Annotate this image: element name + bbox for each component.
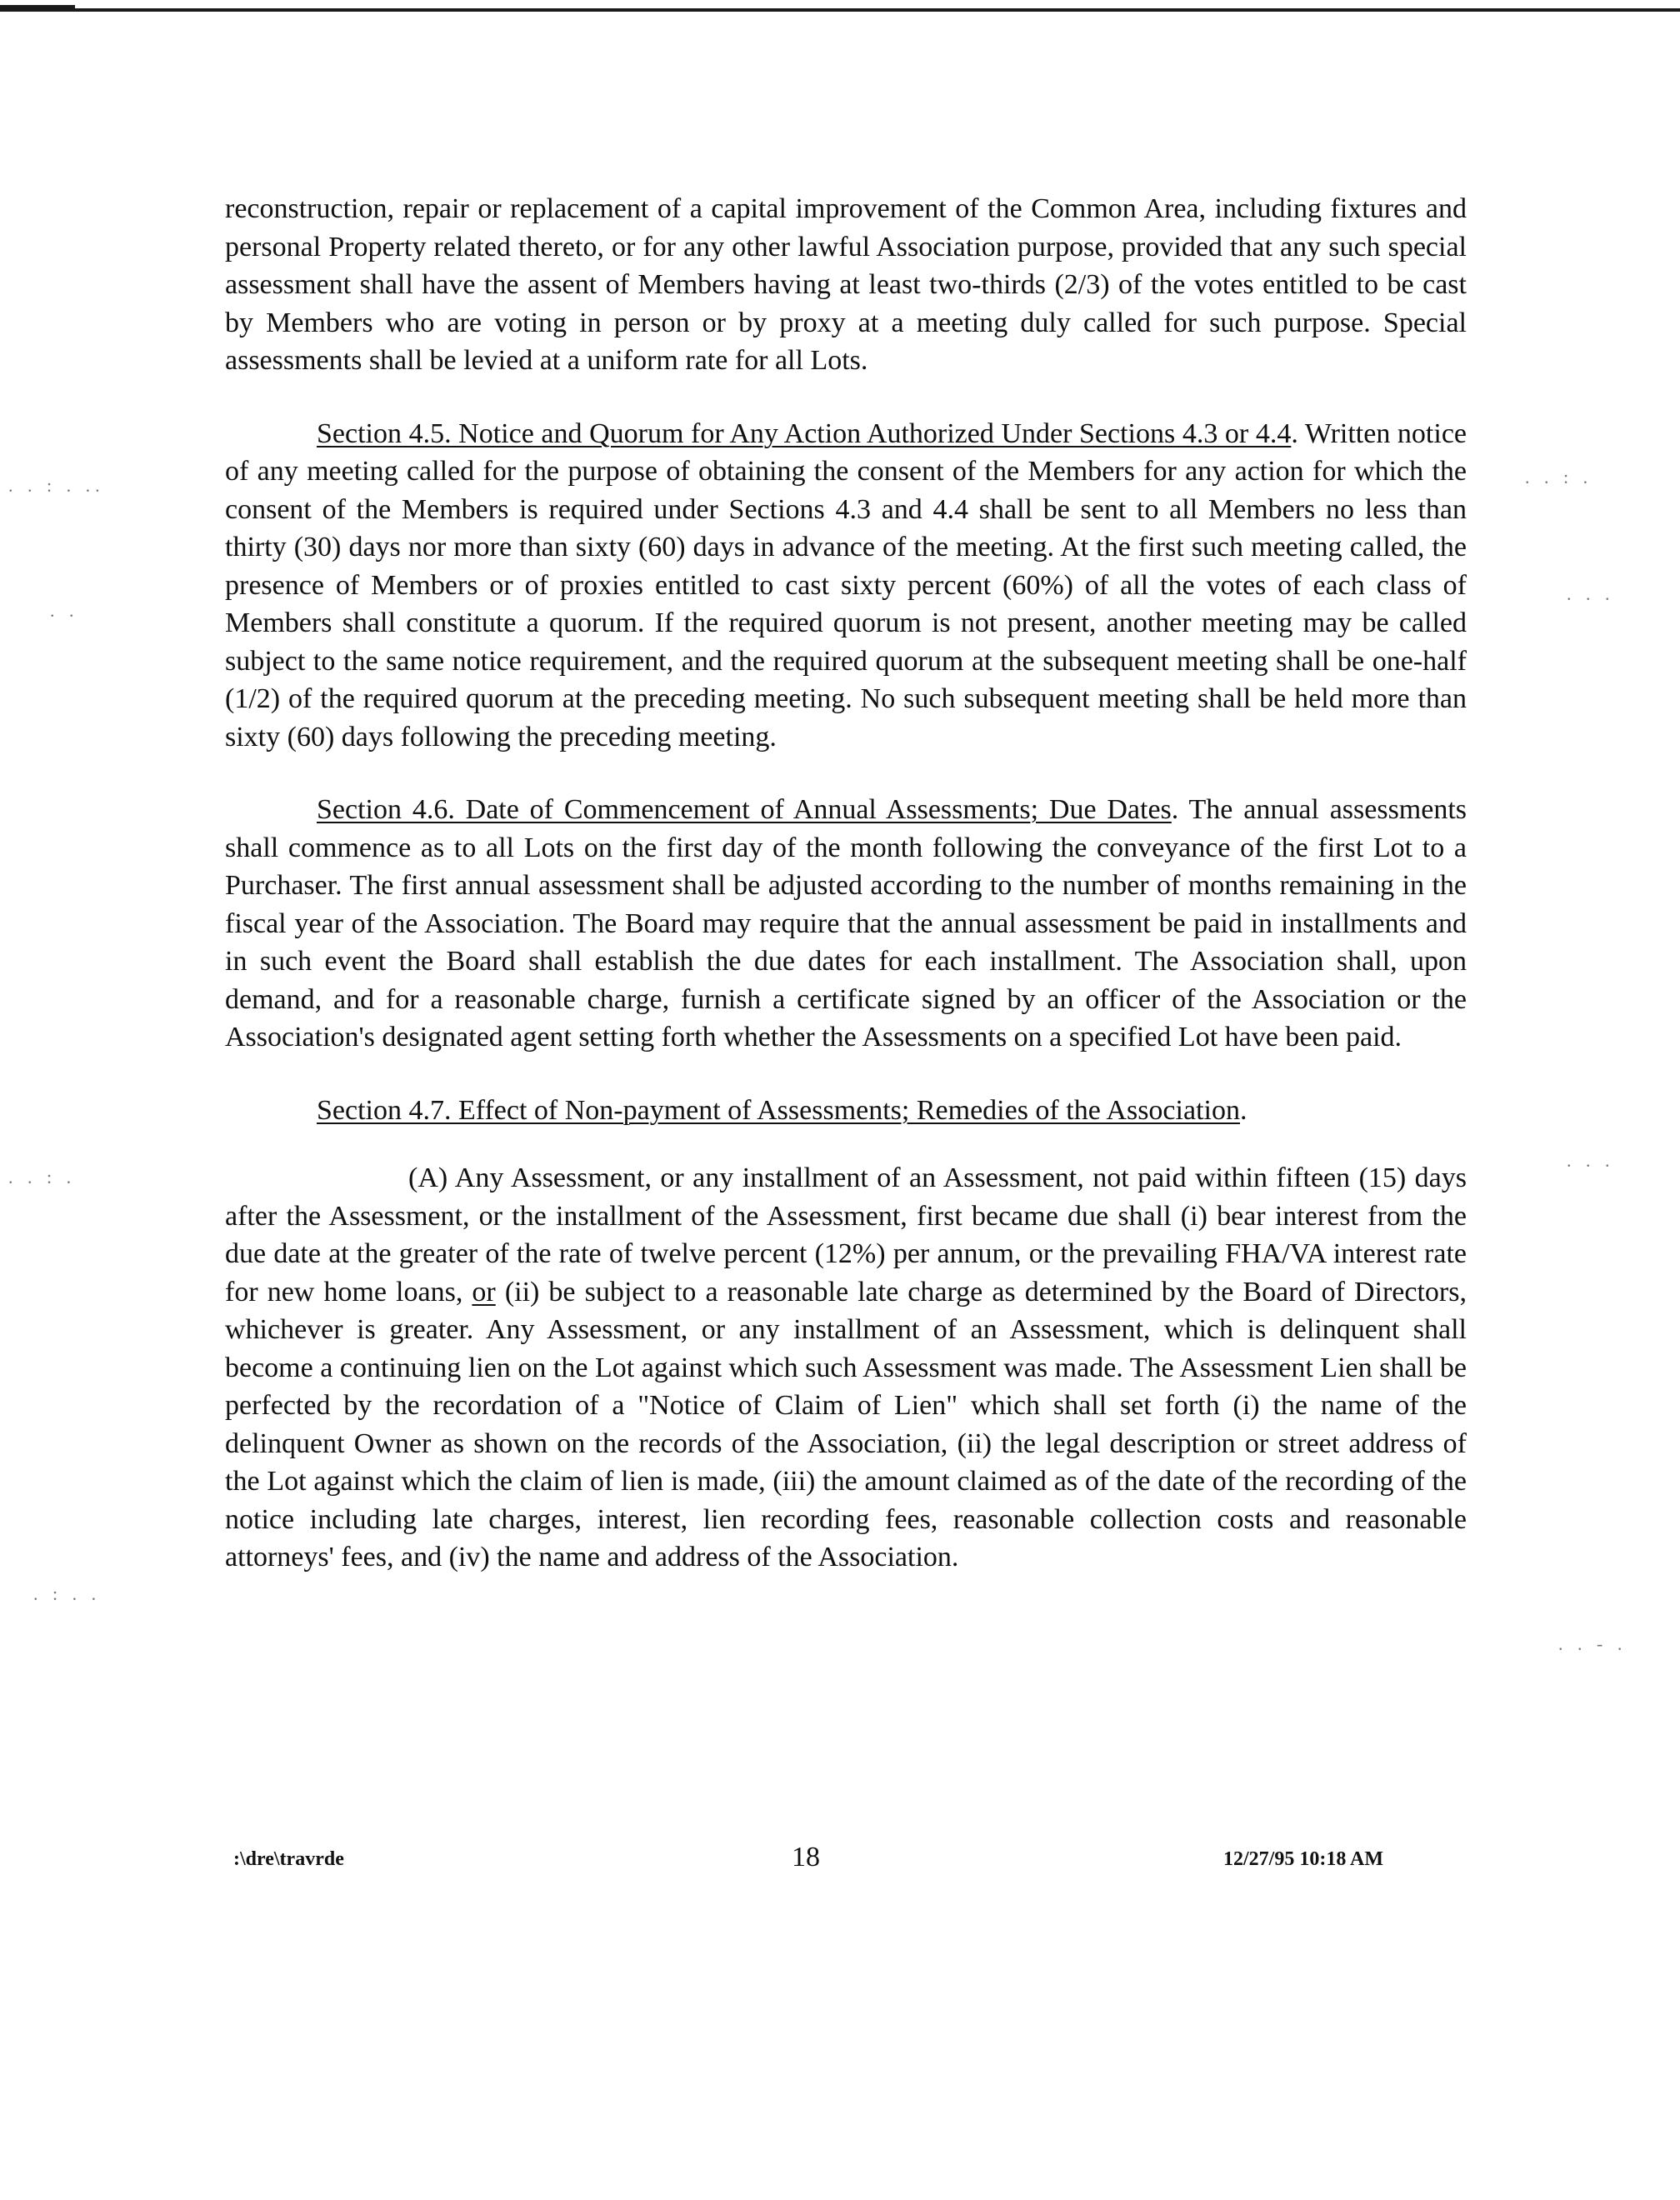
scan-noise: . . : . .. <box>8 475 105 496</box>
section-4-7-heading: Section 4.7. Effect of Non-payment of Assessments; Remedies of the Association <box>317 1094 1240 1126</box>
subsection-a-label: (A) <box>408 1162 448 1193</box>
paragraph-continuation: reconstruction, repair or replacement of a capital improvement of the Common Area, including fixtures and personal Property related thereto, or for any other lawful Association purpose, provided that any such special assessment shall have the assent of Members having at least two-thirds (2/3) of the votes entitled to be cast by Members who are voting in person or by proxy at a meeting duly called for such purpose. Special assessments shall be levied at a uniform rate for all Lots. <box>225 193 1467 376</box>
top-border-rule-left <box>0 5 75 9</box>
scan-noise: . . . <box>1567 1150 1615 1171</box>
footer-page-number: 18 <box>792 1842 820 1872</box>
section-4-5-body: Written notice of any meeting called for the purpose of obtaining the consent of the Members for any action for which the consent of the Members is required under Sections 4.3 and 4.4 shall be sent to all Members no less than thirty (30) days nor more than sixty (60) days in advance of the meeting. At the first such meeting called, the presence of Members or of proxies entitled to cast sixty percent (60%) of all the votes of each class of Members shall constitute a quorum. If the required quorum is not present, another meeting may be called subject to the same notice requirement, and the required quorum at the subsequent meeting shall be one-half (1/2) of the required quorum at the preceding meeting. No such subsequent meeting shall be held more than sixty (60) days following the preceding meeting. <box>225 418 1467 752</box>
section-4-6-heading: Section 4.6. Date of Commencement of Annual Assessments; Due Dates <box>317 794 1172 825</box>
section-4-7-a <box>225 1159 1467 1577</box>
subsection-a-body-2: (ii) be subject to a reasonable late charge as determined by the Board of Directors, whichever is greater. Any Assessment, or any installment of an Assessment, which is delinquent shall become a continuing lien on the Lot against which such Assessment was made. The Assessment Lien shall be perfected by the recordation of a "Notice of Claim of Lien" which shall set forth (i) the name of the delinquent Owner as shown on the records of the Association, (ii) the legal description or street address of the Lot against which the claim of lien is made, (iii) the amount claimed as of the date of the recording of the notice including late charges, interest, lien recording fees, reasonable collection costs and reasonable attorneys' fees, and (iv) the name and address of the Association. <box>225 1276 1467 1572</box>
subsection-a-or: or <box>472 1276 496 1308</box>
scan-noise: . . <box>50 600 79 621</box>
section-4-6: Section 4.6. Date of Commencement of Annual Assessments; Due Dates. The annual assessments shall commence as to all Lots on the first day of the month following the conveyance of the first Lot to a Purchaser. The first annual assessment shall be adjusted according to the number of months remaining in the fiscal year of the Association. The Board may require that the annual assessment be paid in installments and in such event the Board shall establish the due dates for each installment. The Association shall, upon demand, and for a reasonable charge, furnish a certificate signed by an officer of the Association or the Association's designated agent setting forth whether the Assessments on a specified Lot have been paid. <box>225 794 1468 1052</box>
footer-timestamp: 12/27/95 10:18 AM <box>1223 1848 1383 1870</box>
page-footer <box>233 1842 1383 1883</box>
subsection-a-body-1: Any Assessment, or any installment of an Assessment, not paid within fifteen (15) days after the Assessment, or the installment of the Assessment, first became due shall (i) bear interest from the due date at the greater of the rate of twelve percent (12%) per annum, or the prevailing FHA/VA interest rate for new home loans, <box>225 1162 1468 1308</box>
scan-noise: . . . <box>1567 583 1615 604</box>
scan-noise: . . : . <box>1525 467 1593 488</box>
section-4-7: Section 4.7. Effect of Non-payment of Assessments; Remedies of the Association. <box>317 1094 1248 1126</box>
document-body <box>225 190 1467 1612</box>
scan-noise: . . : . <box>8 1167 77 1188</box>
section-4-5: Section 4.5. Notice and Quorum for Any Action Authorized Under Sections 4.3 or 4.4. Written notice of any meeting called for the purpose of obtaining the consent of the Members for any action for which the consent of the Members is required under Sections 4.3 and 4.4 shall be sent to all Members no less than thirty (30) days nor more than sixty (60) days in advance of the meeting. At the first such meeting called, the presence of Members or of proxies entitled to cast sixty percent (60%) of all the votes of each class of Members shall constitute a quorum. If the required quorum is not present, another meeting may be called subject to the same notice requirement, and the required quorum at the subsequent meeting shall be one-half (1/2) of the required quorum at the preceding meeting. No such subsequent meeting shall be held more than sixty (60) days following the preceding meeting. <box>225 418 1467 752</box>
scan-noise: . . - . <box>1558 1633 1628 1654</box>
section-4-6-body: The annual assessments shall commence as to all Lots on the first day of the month following the conveyance of the first Lot to a Purchaser. The first annual assessment shall be adjusted according to the number of months remaining in the fiscal year of the Association. The Board may require that the annual assessment be paid in installments and in such event the Board shall establish the due dates for each installment. The Association shall, upon demand, and for a reasonable charge, furnish a certificate signed by an officer of the Association or the Association's designated agent setting forth whether the Assessments on a specified Lot have been paid. <box>225 794 1468 1052</box>
scan-noise: . : . . <box>33 1583 102 1604</box>
section-4-5-heading: Section 4.5. Notice and Quorum for Any Action Authorized Under Sections 4.3 or 4.4 <box>317 418 1292 449</box>
top-border-rule <box>0 8 1680 12</box>
footer-file-path: :\dre\travrde <box>233 1848 344 1870</box>
